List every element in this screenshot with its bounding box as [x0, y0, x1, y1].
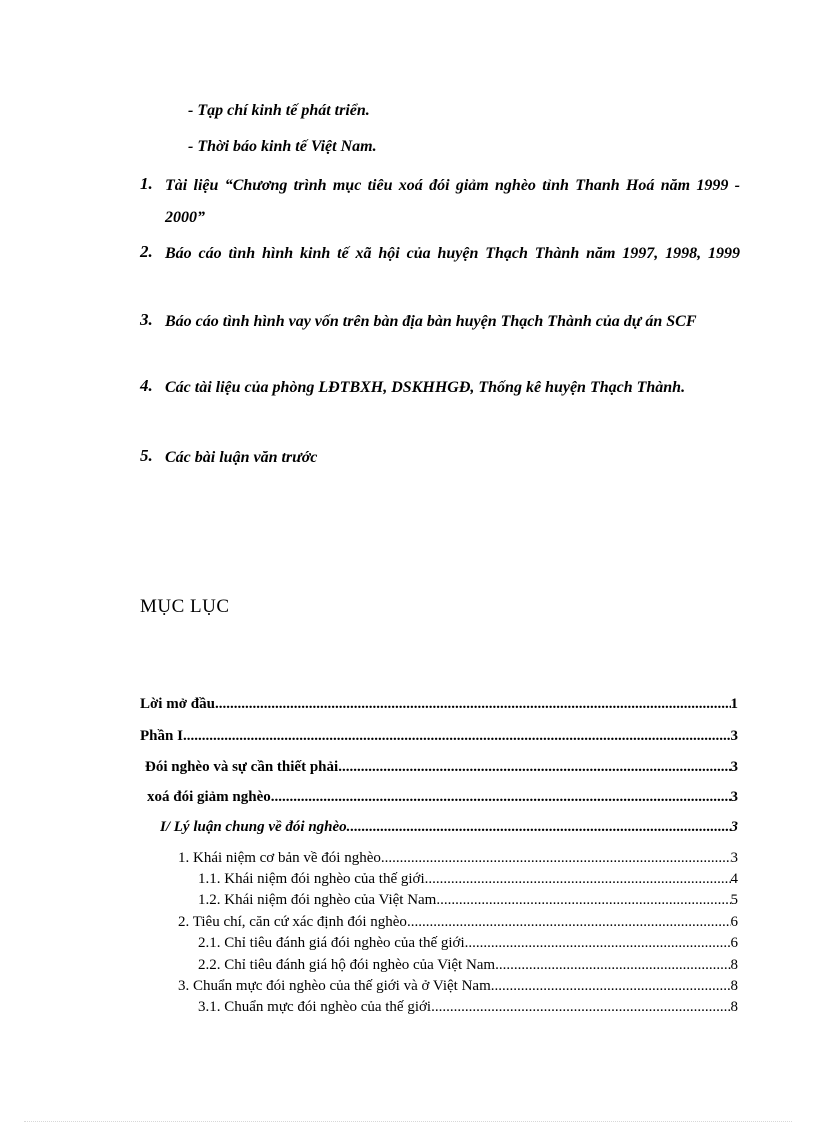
toc-entry-text: I/ Lý luận chung về đói nghèo. — [160, 819, 351, 835]
toc-entry-text: Lời mở đầu — [140, 696, 215, 712]
toc-leader-dots — [468, 935, 730, 952]
toc-entry-text: Đói nghèo và sự cần thiết phải — [145, 759, 339, 775]
reference-item — [140, 238, 740, 270]
reference-text: Báo cáo tình hình vay vốn trên bàn địa bàn huyện Thạch Thành của dự án SCF — [165, 313, 697, 330]
toc-page-number: 4 — [730, 871, 738, 887]
toc-page-number: 3 — [730, 850, 738, 866]
toc-leader-dots — [491, 978, 731, 995]
page-bottom-divider — [24, 1121, 792, 1122]
toc-entry-text: 1.2. Khái niệm đói nghèo của Việt Nam — [198, 892, 437, 908]
toc-page-number: 8 — [730, 999, 738, 1015]
toc-page-number: 8 — [730, 957, 738, 973]
toc-entry-text: 1. Khái niệm cơ bản về đói nghèo — [178, 850, 381, 866]
toc-page-number: 3 — [730, 819, 738, 835]
toc-title: MỤC LỤC — [140, 596, 230, 617]
toc-entry-text: 2. Tiêu chí, căn cứ xác định đói nghèo — [178, 914, 407, 930]
reference-item — [140, 306, 740, 338]
toc-entry[interactable] — [178, 914, 738, 931]
reference-text: Các tài liệu của phòng LĐTBXH, DSKHHGĐ, Thống kê huyện Thạch Thành. — [165, 379, 686, 396]
toc-entry[interactable] — [198, 999, 738, 1016]
reference-text: Tài liệu “Chương trình mục tiêu xoá đói giảm nghèo tỉnh Thanh Hoá năm 1999 - 2000” — [165, 177, 740, 226]
toc-entry-text: 2.2. Chỉ tiêu đánh giá hộ đói nghèo của Việt Nam — [198, 957, 496, 973]
toc-page-number: 1 — [730, 696, 738, 712]
toc-leader-dots — [495, 957, 730, 974]
reference-item — [140, 442, 740, 474]
toc-entry[interactable] — [147, 789, 738, 806]
reference-number: 2. — [140, 242, 153, 261]
reference-text: Các bài luận văn trước — [165, 449, 318, 466]
toc-leader-dots — [271, 789, 731, 806]
toc-page-number: 3 — [730, 789, 738, 805]
toc-page-number: 5 — [730, 892, 738, 908]
toc-entry[interactable] — [140, 728, 738, 745]
toc-entry-text: Phần I — [140, 728, 183, 744]
toc-entry-text: 3. Chuẩn mực đói nghèo của thế giới và ở Việt Nam — [178, 978, 491, 994]
reference-number: 1. — [140, 174, 153, 193]
toc-leader-dots — [215, 696, 731, 713]
toc-entry[interactable] — [145, 759, 738, 776]
toc-entry[interactable] — [198, 957, 738, 974]
toc-entry[interactable] — [160, 819, 738, 836]
reference-item — [140, 170, 740, 234]
toc-leader-dots — [338, 759, 730, 776]
toc-page-number: 3 — [730, 728, 738, 744]
toc-leader-dots — [425, 871, 731, 888]
toc-leader-dots — [183, 728, 731, 745]
toc-entry-text: 3.1. Chuẩn mực đói nghèo của thế giới. — [198, 999, 435, 1015]
toc-leader-dots — [350, 819, 730, 836]
toc-entry[interactable] — [198, 871, 738, 888]
reference-number: 5. — [140, 446, 153, 465]
reference-number: 3. — [140, 310, 153, 329]
reference-sub-item: - Tạp chí kinh tế phát triển. — [188, 102, 370, 119]
toc-page-number: 6 — [730, 935, 738, 951]
toc-page-number: 6 — [730, 914, 738, 930]
toc-leader-dots — [436, 892, 730, 909]
toc-leader-dots — [435, 999, 731, 1016]
toc-leader-dots — [407, 914, 731, 931]
toc-page-number: 8 — [730, 978, 738, 994]
toc-entry-text: 1.1. Khái niệm đói nghèo của thế giới — [198, 871, 425, 887]
toc-entry[interactable] — [198, 935, 738, 952]
toc-entry[interactable] — [178, 978, 738, 995]
reference-sub-item: - Thời báo kinh tế Việt Nam. — [188, 138, 377, 155]
toc-entry[interactable] — [140, 696, 738, 713]
toc-page-number: 3 — [730, 759, 738, 775]
toc-entry[interactable] — [178, 850, 738, 867]
reference-item — [140, 372, 740, 404]
toc-entry-text: 2.1. Chỉ tiêu đánh giá đói nghèo của thế giới. — [198, 935, 469, 951]
reference-number: 4. — [140, 376, 153, 395]
toc-entry[interactable] — [198, 892, 738, 909]
reference-text: Báo cáo tình hình kinh tế xã hội của huyện Thạch Thành năm 1997, 1998, 1999 — [165, 245, 740, 262]
toc-leader-dots — [381, 850, 731, 867]
toc-entry-text: xoá đói giảm nghèo — [147, 789, 271, 805]
